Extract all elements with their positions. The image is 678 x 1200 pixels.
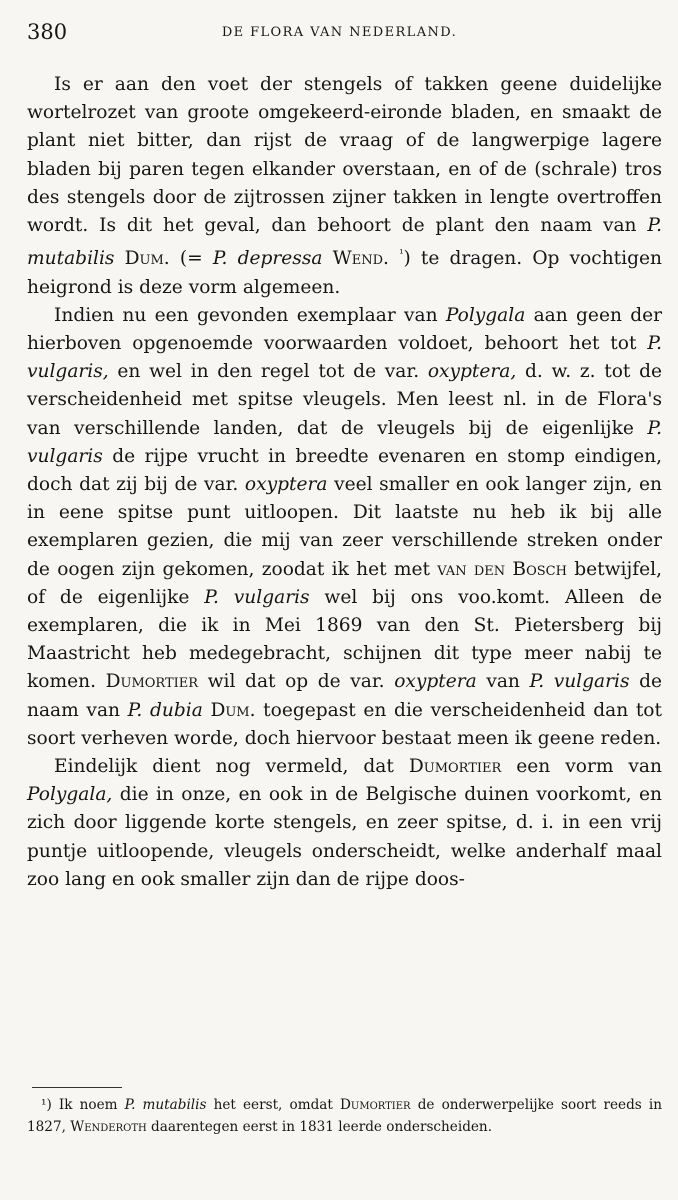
- text-run: d. w. z. tot de verscheidenheid met spitse vleugels. Men leest nl. in de Flora's van verschillende landen, dat de vleugels bij de eigenlijke: [27, 361, 662, 439]
- genus-name: Polygala,: [27, 784, 113, 806]
- author-abbrev: Wend.: [332, 248, 389, 270]
- species-name: P. vulgaris,: [27, 333, 662, 383]
- species-name: P. vulgaris: [204, 586, 310, 608]
- text-run: (=: [169, 248, 213, 270]
- text-run: van: [476, 671, 530, 693]
- text-run: de rijpe vrucht in breedte evenaren en stomp eindigen, doch dat zij bij de var.: [27, 445, 662, 496]
- text-run: betwijfel, of de eigenlijke: [27, 558, 662, 608]
- text-run: [389, 248, 399, 269]
- variety-name: oxyptera: [244, 474, 328, 496]
- footnote-marker: ¹: [41, 1097, 47, 1113]
- text-run: aan geen der hierboven opgenoemde voorwaarden voldoet, behoort het tot: [27, 304, 662, 355]
- author-abbrev: Dum.: [124, 248, 170, 270]
- author-name: Dumortier: [340, 1097, 411, 1113]
- text-run: [322, 248, 332, 269]
- footnote-divider: [32, 1087, 122, 1088]
- text-run: daarentegen eerst in 1831 leerde onderscheiden.: [146, 1119, 493, 1135]
- main-text: [27, 71, 662, 894]
- text-run: veel smaller en ook langer zijn, en in eene spitse punt uitloopen. Dit laatste nu heb ik bij alle exemplaren gezien, die mij van zeer verschillende streken onder de oogen zijn gekomen, zoodat ik het met: [27, 474, 662, 580]
- text-run: toegepast en die verscheidenheid dan tot soort verheven worde, doch hiervoor bestaat meen ik geene reden.: [27, 699, 662, 749]
- variety-name: oxyptera: [394, 671, 477, 693]
- genus-name: Polygala: [445, 304, 526, 326]
- text-run: het eerst, omdat: [206, 1097, 340, 1113]
- text-run: wel bij ons voo.komt. Alleen de exemplaren, die ik in Mei 1869 van den St. Pietersberg bij Maastricht heb medegebracht, schijnen dit type meer nabij te komen.: [27, 586, 662, 693]
- paragraph-2: [27, 302, 662, 753]
- species-name: P. vulgaris: [27, 417, 662, 467]
- text-run: de naam van: [27, 671, 662, 721]
- paragraph-3: [27, 753, 662, 894]
- species-name: P. depressa: [212, 248, 323, 270]
- variety-name: oxyptera,: [427, 361, 517, 383]
- author-name: Dumortier: [408, 756, 502, 778]
- species-name: P. mutabilis: [27, 215, 662, 270]
- text-run: [114, 248, 124, 269]
- text-run: Eindelijk dient nog vermeld, dat: [54, 756, 409, 778]
- text-run: wil dat op de var.: [198, 671, 395, 693]
- author-name: Wenderoth: [70, 1119, 147, 1135]
- author-name: Dumortier: [105, 671, 199, 693]
- running-title: DE FLORA VAN NEDERLAND.: [221, 25, 458, 40]
- text-run: ) te dragen. Op vochtigen heigrond is deze vorm algemeen.: [27, 248, 662, 298]
- text-run: Indien nu een gevonden exemplaar van: [54, 304, 446, 326]
- footnote-marker: ¹: [399, 247, 404, 261]
- footnote: [27, 1094, 662, 1138]
- page-header: [27, 20, 652, 50]
- text-run: een vorm van: [501, 756, 662, 778]
- text-run: die in onze, en ook in de Belgische duinen voorkomt, en zich door liggende korte stengels, en zeer spitse, d. i. in een vrij puntje uitloopende, vleugels onderscheidt, welke anderhalf maal zoo lang en ook smaller zijn dan de rijpe doos-: [27, 784, 662, 890]
- text-run: en wel in den regel tot de var.: [108, 361, 428, 383]
- page-number: 380: [27, 20, 68, 44]
- species-name: P. vulgaris: [529, 671, 630, 693]
- paragraph-1: [27, 71, 662, 302]
- text-run: de onderwerpelijke soort reeds in 1827,: [27, 1097, 663, 1135]
- species-name: P. mutabilis: [124, 1097, 207, 1113]
- text-run: Is er aan den voet der stengels of takken geene duidelijke wortelrozet van groote omgekeerd-eironde bladen, en smaakt de plant niet bitter, dan rijst de vraag of de langwerpige lagere bladen bij paren tegen elkander overstaan, en of de (schrale) tros des stengels door de zijtrossen zijner takken in lengte overtroffen wordt. Is dit het geval, dan behoort de plant den naam van: [27, 74, 662, 237]
- species-name: P. dubia: [127, 699, 203, 721]
- author-name: van den Bosch: [437, 558, 567, 580]
- author-abbrev: Dum.: [210, 699, 256, 721]
- text-run: ) Ik noem: [46, 1097, 125, 1113]
